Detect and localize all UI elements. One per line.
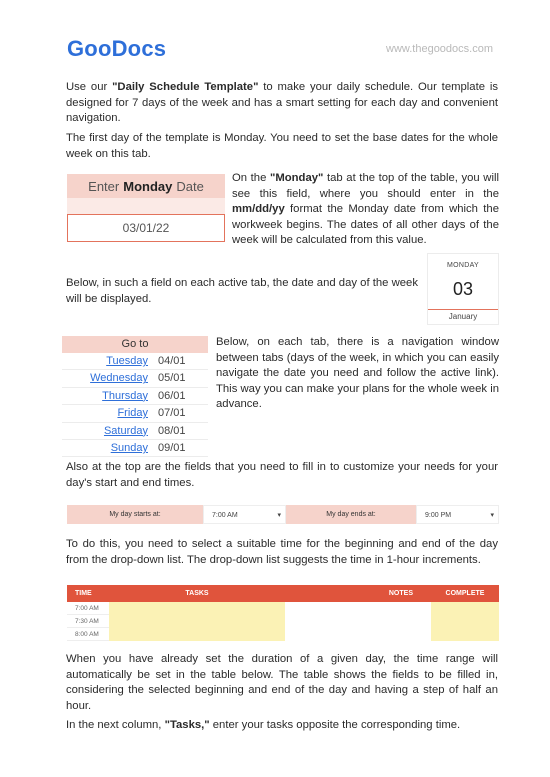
task-cell[interactable]: [109, 615, 285, 628]
enter-monday-spacer: [67, 198, 225, 214]
nav-date: 07/01: [158, 407, 186, 420]
monday-tab-paragraph: On the "Monday" tab at the top of the table, you will see this field, where you should enter in the mm/dd/yy format the Monday date from which the workweek begins. The dates of all other days of the week will be calculated from this value.: [232, 172, 499, 247]
nav-row: [62, 440, 208, 457]
time-cell: 7:30 AM: [67, 615, 109, 628]
time-column-header: TIME: [75, 590, 92, 597]
complete-column-header: COMPLETE: [445, 590, 485, 597]
nav-row: [62, 423, 208, 440]
task-table: [67, 585, 499, 641]
time-cell: 8:00 AM: [67, 628, 109, 641]
day-number: 03: [452, 279, 474, 299]
chevron-down-icon: ▾: [490, 512, 494, 519]
end-time-value: 9:00 PM: [425, 512, 452, 519]
monday-date-input[interactable]: 03/01/22: [67, 214, 225, 242]
nav-link-sunday[interactable]: Sunday: [110, 441, 148, 454]
complete-cell[interactable]: [431, 615, 499, 628]
day-start-end-bar: [67, 505, 499, 524]
fields-paragraph: Also at the top are the fields that you need to fill in to customize your needs for your day's start and end times.: [66, 461, 498, 489]
nav-row: [62, 353, 208, 370]
first-day-paragraph: The first day of the template is Monday. You need to set the base dates for the whole week on this tab.: [66, 132, 498, 160]
time-cell: 7:00 AM: [67, 602, 109, 615]
task-cell[interactable]: [109, 602, 285, 615]
table-row: [67, 628, 499, 641]
table-header: [67, 585, 499, 602]
logo: GooDocs: [67, 36, 167, 61]
enter-monday-date-field: [67, 174, 225, 246]
nav-title: Go to: [62, 336, 208, 353]
time-range-paragraph: When you have already set the duration of a given day, the time range will automatically be set in the table below. The table shows the fields to be filled in, considering the selected beginning and end of the day and having a step of half an hour.: [66, 653, 498, 712]
site-url[interactable]: www.thegoodocs.com: [386, 43, 493, 55]
complete-cell[interactable]: [431, 628, 499, 641]
nav-link-saturday[interactable]: Saturday: [103, 424, 148, 437]
notes-column-header: NOTES: [388, 590, 413, 597]
tasks-column-paragraph: In the next column, "Tasks," enter your tasks opposite the corresponding time.: [66, 719, 461, 731]
end-time-select[interactable]: [416, 505, 499, 524]
complete-cell[interactable]: [431, 602, 499, 615]
enter-monday-header: Enter Monday Date: [67, 174, 225, 198]
month-label: January: [428, 309, 498, 324]
navigation-paragraph: Below, on each tab, there is a navigation window between tabs (days of the week, in which you can easily navigate the date you need and follow the active link). This way you can make your plans for the whole week in advance.: [216, 336, 499, 411]
start-time-value: 7:00 AM: [212, 512, 238, 519]
date-display-paragraph: Below, in such a field on each active tab, the date and day of the week will be displayed.: [66, 277, 418, 305]
start-label: My day starts at:: [67, 505, 203, 524]
nav-link-thursday[interactable]: Thursday: [102, 389, 148, 402]
table-row: [67, 615, 499, 628]
nav-row: [62, 388, 208, 405]
chevron-down-icon: ▾: [277, 512, 281, 519]
intro-paragraph: Use our "Daily Schedule Template" to make your daily schedule. Our template is designed for 7 days of the week and has a smart setting for each day and convenient navigation.: [66, 81, 498, 125]
task-cell[interactable]: [109, 628, 285, 641]
nav-date: 09/01: [158, 441, 186, 454]
notes-cell[interactable]: [285, 602, 431, 615]
nav-date: 05/01: [158, 372, 186, 385]
nav-date: 04/01: [158, 355, 186, 367]
end-label: My day ends at:: [286, 505, 416, 524]
nav-link-tuesday[interactable]: Tuesday: [106, 355, 148, 367]
tasks-column-header: TASKS: [185, 590, 209, 597]
notes-cell[interactable]: [285, 628, 431, 641]
nav-link-wednesday[interactable]: Wednesday: [90, 372, 148, 385]
navigation-window: [62, 336, 208, 457]
day-of-week-label: MONDAY: [446, 262, 479, 269]
start-time-select[interactable]: [203, 505, 286, 524]
day-date-card: [427, 253, 499, 325]
table-row: [67, 602, 499, 615]
nav-date: 08/01: [158, 424, 186, 437]
notes-cell[interactable]: [285, 615, 431, 628]
nav-row: [62, 405, 208, 422]
nav-date: 06/01: [158, 389, 186, 402]
nav-row: [62, 370, 208, 387]
dropdown-paragraph: To do this, you need to select a suitable time for the beginning and end of the day from the drop-down list. The drop-down list suggests the time in 1-hour increments.: [66, 538, 498, 566]
nav-link-friday[interactable]: Friday: [117, 407, 148, 420]
